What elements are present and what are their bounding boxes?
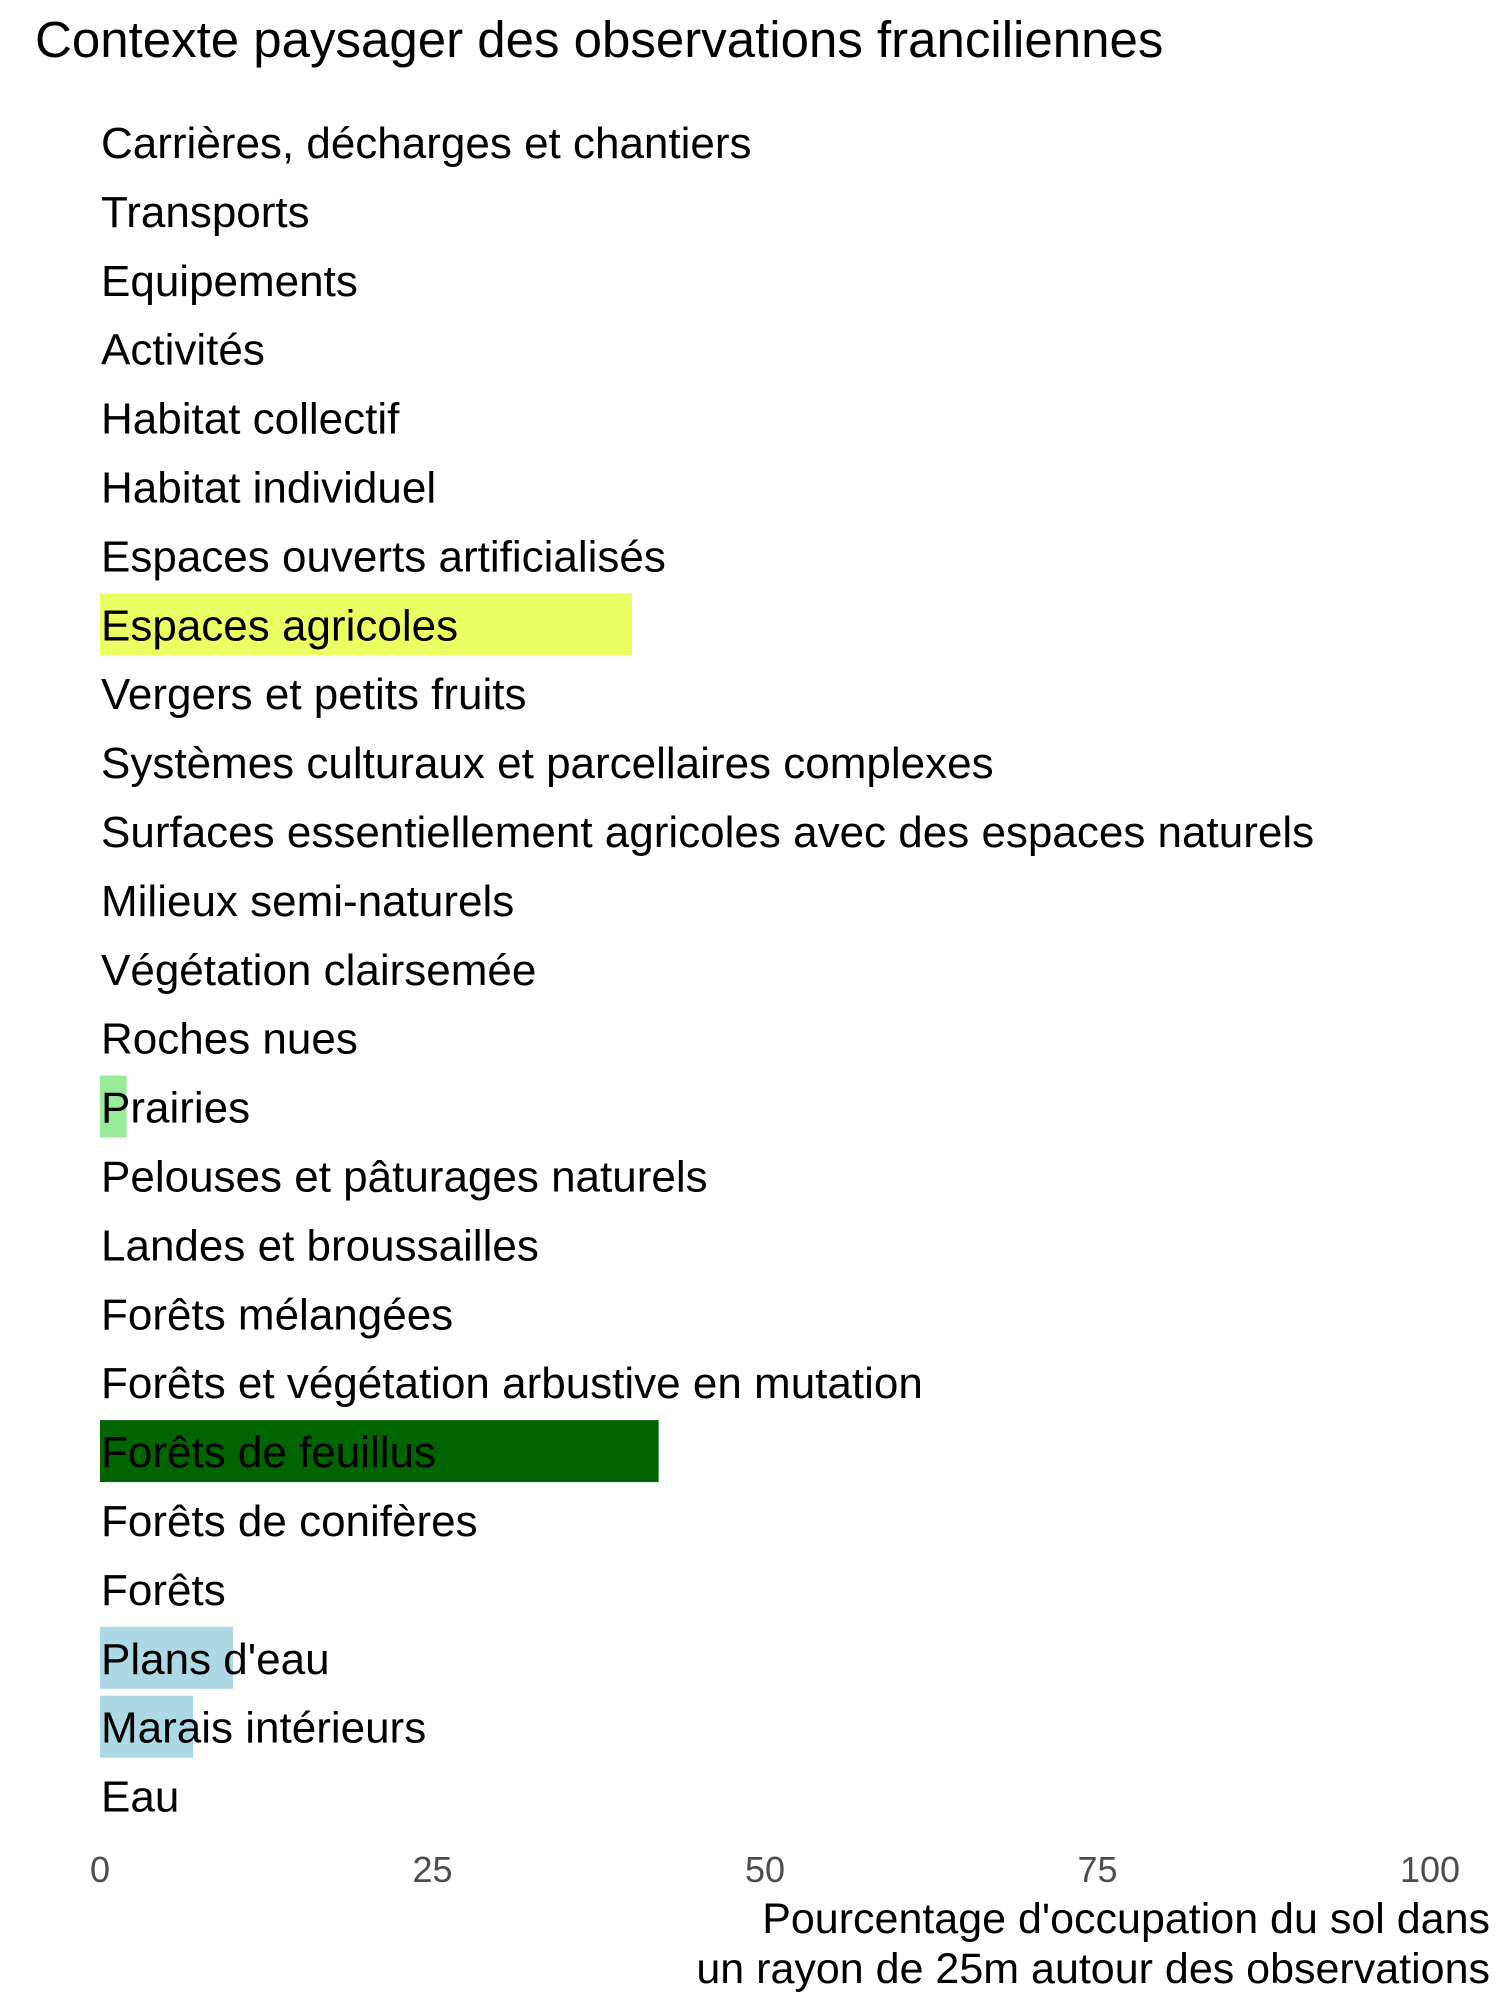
category-label: Carrières, décharges et chantiers xyxy=(101,119,752,168)
category-label: Forêts xyxy=(101,1565,226,1615)
category-label: Pelouses et pâturages naturels xyxy=(101,1152,708,1202)
chart-title: Contexte paysager des observations franciliennes xyxy=(35,11,1164,68)
category-label: Végétation clairsemée xyxy=(101,945,537,995)
category-label: Milieux semi-naturels xyxy=(101,876,515,926)
x-tick-label: 25 xyxy=(412,1849,453,1890)
x-axis-ticks xyxy=(90,1849,1460,1890)
x-axis-label-line-1: Pourcentage d'occupation du sol dans xyxy=(762,1895,1490,1943)
category-label: Prairies xyxy=(101,1083,251,1133)
x-tick-label: 75 xyxy=(1077,1849,1118,1890)
category-label: Forêts et végétation arbustive en mutation xyxy=(101,1359,923,1409)
category-label: Surfaces essentiellement agricoles avec des espaces naturels xyxy=(101,808,1315,857)
category-label: Plans d'eau xyxy=(101,1634,330,1684)
category-label: Marais intérieurs xyxy=(101,1703,427,1753)
category-label: Transports xyxy=(101,187,310,237)
category-label: Eau xyxy=(101,1772,180,1822)
category-label: Activités xyxy=(101,325,265,375)
x-tick-label: 50 xyxy=(744,1849,786,1890)
x-axis-label-line-2: un rayon de 25m autour des observations xyxy=(696,1945,1490,1993)
x-tick-label: 100 xyxy=(1399,1849,1461,1890)
category-label: Habitat collectif xyxy=(101,394,400,444)
category-label: Roches nues xyxy=(101,1014,358,1064)
category-label: Habitat individuel xyxy=(101,463,437,513)
category-label: Vergers et petits fruits xyxy=(101,670,527,720)
x-tick-label: 0 xyxy=(89,1849,111,1890)
category-labels xyxy=(101,119,1314,1822)
category-label: Forêts de conifères xyxy=(101,1497,478,1546)
category-label: Forêts mélangées xyxy=(101,1290,454,1340)
category-label: Espaces agricoles xyxy=(101,601,459,651)
category-label: Landes et broussailles xyxy=(101,1221,539,1271)
category-label: Systèmes culturaux et parcellaires complexes xyxy=(101,739,994,789)
category-label: Equipements xyxy=(101,256,358,306)
category-label: Espaces ouverts artificialisés xyxy=(101,532,666,582)
category-label: Forêts de feuillus xyxy=(101,1428,437,1478)
